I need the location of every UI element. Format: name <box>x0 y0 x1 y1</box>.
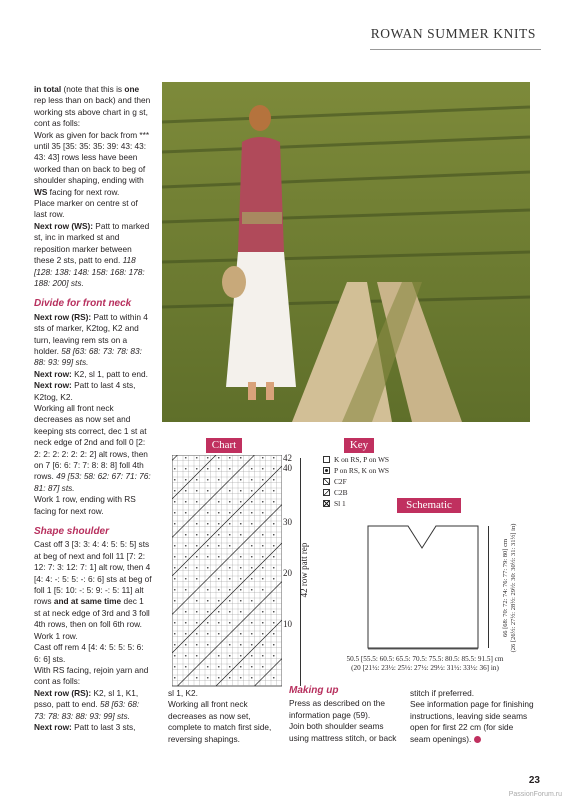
purl-stitch-mark <box>229 567 231 569</box>
paragraph: Cast off rem 4 [4: 4: 5: 5: 5: 6: 6: 6] sts. <box>34 642 144 664</box>
purl-stitch-mark <box>273 633 275 635</box>
purl-stitch-mark <box>240 666 242 668</box>
purl-stitch-mark <box>240 633 242 635</box>
purl-stitch-mark <box>196 611 198 613</box>
end-bullet-icon <box>474 736 481 743</box>
purl-stitch-mark <box>229 512 231 514</box>
purl-stitch-mark <box>251 501 253 503</box>
purl-stitch-mark <box>185 567 187 569</box>
key-item: Sl 1 <box>323 498 423 509</box>
purl-stitch-mark <box>273 545 275 547</box>
paragraph: Next row: Patt to last 3 sts, <box>34 721 136 732</box>
purl-stitch-mark <box>251 490 253 492</box>
vineyard-photo-illustration <box>162 82 530 422</box>
purl-stitch-mark <box>262 534 264 536</box>
model-photo <box>162 82 530 422</box>
schematic-width-label: 50.5 [55.5: 60.5: 65.5: 70.5: 75.5: 80.5: 85.5: 91.5] cm (20 [21½: 23½: 25½: 27½: 29½: 31½: 33½: 36] in) <box>346 655 504 672</box>
purl-stitch-mark <box>229 589 231 591</box>
purl-stitch-mark <box>251 479 253 481</box>
purl-stitch-mark <box>240 600 242 602</box>
purl-stitch-mark <box>251 589 253 591</box>
purl-stitch-mark <box>229 534 231 536</box>
purl-stitch-mark <box>185 644 187 646</box>
purl-stitch-mark <box>185 666 187 668</box>
schematic-drawing <box>358 516 488 659</box>
purl-stitch-mark <box>207 490 209 492</box>
key-item: C2F <box>323 476 423 487</box>
purl-stitch-mark <box>174 633 176 635</box>
purl-stitch-mark <box>196 501 198 503</box>
purl-stitch-mark <box>207 545 209 547</box>
purl-stitch-mark <box>207 600 209 602</box>
slip-stitch-icon <box>323 500 330 507</box>
purl-stitch-mark <box>218 523 220 525</box>
purl-stitch-mark <box>174 556 176 558</box>
purl-stitch-mark <box>207 611 209 613</box>
purl-stitch-mark <box>174 567 176 569</box>
purl-stitch-mark <box>262 622 264 624</box>
garment-outline <box>358 516 488 654</box>
purl-stitch-mark <box>185 457 187 459</box>
schematic-length-label: 66 [68: 70: 72: 74: 76: 77: 79: 80] cm (26 [26½: 27½: 28½: 29½: 30: 30½: 31: 31½] in) <box>502 523 517 653</box>
purl-stitch-mark <box>251 622 253 624</box>
purl-stitch-mark <box>262 611 264 613</box>
purl-stitch-mark <box>273 556 275 558</box>
paragraph: Next row (WS): Patt to marked st, inc in marked st and reposition marker between these 2 sts, patt to end. 118 [128: 138: 148: 158: 168: 178: 188: 200] sts. <box>34 220 150 288</box>
purl-stitch-mark <box>174 622 176 624</box>
purl-stitch-mark <box>185 578 187 580</box>
purl-stitch-mark <box>262 655 264 657</box>
purl-stitch-mark <box>196 578 198 580</box>
purl-stitch-mark <box>251 567 253 569</box>
purl-stitch-mark <box>207 512 209 514</box>
section-heading-divide-front-neck: Divide for front neck <box>34 298 132 310</box>
section-heading-making-up: Making up <box>289 685 339 696</box>
schematic-label: Schematic <box>397 498 461 513</box>
purl-stitch-mark <box>207 457 209 459</box>
purl-stitch-mark <box>251 677 253 679</box>
purl-stitch-mark <box>262 633 264 635</box>
paragraph: stitch if preferred. <box>410 688 475 698</box>
purl-stitch-mark <box>218 479 220 481</box>
purl-stitch-mark <box>229 600 231 602</box>
purl-stitch-mark <box>207 633 209 635</box>
purl-stitch-mark <box>229 666 231 668</box>
paragraph: Next row (RS): K2, sl 1, K1, psso, patt to end. 58 [63: 68: 73: 78: 83: 88: 93: 99] sts. <box>34 687 140 721</box>
purl-stitch-mark <box>218 457 220 459</box>
purl-stitch-mark <box>185 534 187 536</box>
purl-stitch-mark <box>196 567 198 569</box>
cable-back-icon <box>323 489 330 496</box>
purl-stitch-mark <box>273 534 275 536</box>
purl-stitch-mark <box>251 578 253 580</box>
purl-stitch-mark <box>218 556 220 558</box>
section-heading-shape-shoulder: Shape shoulder <box>34 526 110 538</box>
purl-stitch-mark <box>174 545 176 547</box>
purl-stitch-mark <box>218 534 220 536</box>
purl-stitch-mark <box>218 655 220 657</box>
purl-stitch-mark <box>229 655 231 657</box>
purl-stitch-mark <box>251 512 253 514</box>
purl-stitch-mark <box>185 545 187 547</box>
purl-stitch-mark <box>262 644 264 646</box>
purl-stitch-mark <box>273 567 275 569</box>
paragraph: sl 1, K2. <box>168 688 198 698</box>
purl-stitch-mark <box>185 611 187 613</box>
purl-stitch-mark <box>273 622 275 624</box>
purl-stitch-mark <box>262 589 264 591</box>
purl-stitch-mark <box>229 490 231 492</box>
purl-stitch-mark <box>240 644 242 646</box>
purl-stitch-mark <box>218 501 220 503</box>
purl-stitch-mark <box>273 479 275 481</box>
purl-stitch-mark <box>196 457 198 459</box>
purl-stitch-mark <box>207 523 209 525</box>
watermark: PassionForum.ru <box>508 791 562 798</box>
paragraph: With RS facing, rejoin yarn and cont as folls: <box>34 664 149 687</box>
purl-stitch-mark <box>240 677 242 679</box>
purl-stitch-mark <box>185 501 187 503</box>
purl-stitch-mark <box>196 468 198 470</box>
chart-row-label-42: 42 <box>283 453 292 463</box>
purl-stitch-mark <box>240 556 242 558</box>
paragraph: Next row (RS): Patt to within 4 sts of marker, K2tog, K2 and turn, leaving rem sts on a holder. 58 [63: 68: 73: 78: 83: 88: 93: 99] sts. <box>34 311 148 368</box>
purl-stitch-mark <box>196 655 198 657</box>
purl-stitch-mark <box>262 556 264 558</box>
purl-stitch-mark <box>185 633 187 635</box>
purl-stitch-mark <box>207 567 209 569</box>
purl-stitch-mark <box>185 622 187 624</box>
purl-stitch-mark <box>251 600 253 602</box>
paragraph: in total (note that this is one rep less than on back) and then working sts above chart in g st, cont as folls: <box>34 84 151 129</box>
key-item: P on RS, K on WS <box>323 465 423 476</box>
purl-stitch-mark <box>196 677 198 679</box>
purl-stitch-mark <box>240 479 242 481</box>
empty-square-icon <box>323 456 330 463</box>
purl-stitch-mark <box>207 677 209 679</box>
chart-row-label-10: 10 <box>283 619 292 629</box>
purl-stitch-mark <box>196 600 198 602</box>
purl-stitch-mark <box>174 578 176 580</box>
running-header: ROWAN SUMMER KNITS <box>370 26 536 41</box>
purl-stitch-mark <box>229 677 231 679</box>
cable-front-icon <box>323 478 330 485</box>
purl-stitch-mark <box>207 479 209 481</box>
purl-stitch-mark <box>218 589 220 591</box>
purl-stitch-mark <box>229 468 231 470</box>
purl-stitch-mark <box>262 545 264 547</box>
column-3 <box>289 685 399 744</box>
purl-stitch-mark <box>229 622 231 624</box>
purl-stitch-mark <box>229 457 231 459</box>
purl-stitch-mark <box>218 622 220 624</box>
purl-stitch-mark <box>174 468 176 470</box>
chart-label: Chart <box>206 438 242 453</box>
purl-stitch-mark <box>196 545 198 547</box>
paragraph: Next row: K2, sl 1, patt to end. <box>34 368 148 379</box>
purl-stitch-mark <box>251 633 253 635</box>
purl-stitch-mark <box>240 501 242 503</box>
purl-stitch-mark <box>251 644 253 646</box>
purl-stitch-mark <box>218 633 220 635</box>
paragraph: Cast off 3 [3: 3: 4: 4: 5: 5: 5] sts at beg of next and foll 11 [7: 2: 12: 7: 3: 12: 7: 1] alt row, then 4 [4: 4: -: 5: 5: -: 6: 6] sts at beg of foll 1 [5: 10: -: 5: 9: -: 5: 11] alt rows and at same time dec 1 st at neck edge of 3rd and 3 foll 4th rows, then on foll 6th row. <box>34 539 152 630</box>
purl-stitch-mark <box>196 534 198 536</box>
paragraph: Place marker on centre st of last row. <box>34 198 138 220</box>
purl-stitch-mark <box>185 512 187 514</box>
paragraph: Working all front neck decreases as now set and keeping sts correct, dec 1 st at neck edge of 2nd and foll 0 [2: 2: 2: 2: 2: 2: 2: 2] alt rows, then on 7 [6: 6: 7: 7: 8: 8: 8] foll 4th rows. 49 [53: 58: 62: 67: 71: 76: 81: 87] sts. <box>34 402 151 493</box>
purl-stitch-mark <box>174 490 176 492</box>
purl-stitch-mark <box>218 611 220 613</box>
key-item: K on RS, P on WS <box>323 454 423 465</box>
purl-stitch-mark <box>218 468 220 470</box>
purl-stitch-mark <box>218 600 220 602</box>
chart-row-label-40: 40 <box>283 463 292 473</box>
purl-stitch-mark <box>207 622 209 624</box>
purl-stitch-mark <box>174 644 176 646</box>
paragraph: Work as given for back from *** until 35 [35: 35: 35: 39: 43: 43: 43: 43] rows less have been worked than on back to beg of shoulder shaping, ending with WS facing for next row. <box>34 129 150 197</box>
purl-stitch-mark <box>229 644 231 646</box>
purl-stitch-mark <box>262 512 264 514</box>
purl-stitch-mark <box>218 666 220 668</box>
paragraph: Working all front neck decreases as now set, complete to match first side, reversing shapings. <box>168 699 272 744</box>
paragraph: Work 1 row. <box>34 630 78 641</box>
purl-stitch-mark <box>196 622 198 624</box>
purl-stitch-mark <box>273 490 275 492</box>
purl-stitch-mark <box>240 512 242 514</box>
purl-stitch-mark <box>262 457 264 459</box>
purl-stitch-mark <box>240 523 242 525</box>
purl-stitch-mark <box>262 666 264 668</box>
purl-stitch-mark <box>273 600 275 602</box>
purl-stitch-mark <box>240 611 242 613</box>
purl-stitch-mark <box>218 578 220 580</box>
purl-stitch-mark <box>196 479 198 481</box>
dot-square-icon <box>323 467 330 474</box>
purl-stitch-mark <box>229 501 231 503</box>
purl-stitch-mark <box>185 556 187 558</box>
purl-stitch-mark <box>262 567 264 569</box>
key-item: C2B <box>323 487 423 498</box>
purl-stitch-mark <box>207 468 209 470</box>
header-rule <box>370 49 541 50</box>
purl-stitch-mark <box>240 589 242 591</box>
paragraph: Work 1 row, ending with RS facing for next row. <box>34 494 136 516</box>
purl-stitch-mark <box>240 457 242 459</box>
purl-stitch-mark <box>229 545 231 547</box>
purl-stitch-mark <box>273 501 275 503</box>
purl-stitch-mark <box>251 468 253 470</box>
purl-stitch-mark <box>240 567 242 569</box>
page-number: 23 <box>528 775 540 786</box>
column-2 <box>168 688 276 745</box>
purl-stitch-mark <box>174 501 176 503</box>
chart-row-label-30: 30 <box>283 517 292 527</box>
left-column <box>34 84 152 733</box>
purl-stitch-mark <box>229 523 231 525</box>
column-4 <box>410 688 535 745</box>
purl-stitch-mark <box>174 479 176 481</box>
purl-stitch-mark <box>174 523 176 525</box>
purl-stitch-mark <box>229 578 231 580</box>
purl-stitch-mark <box>251 523 253 525</box>
purl-stitch-mark <box>273 468 275 470</box>
purl-stitch-mark <box>207 534 209 536</box>
purl-stitch-mark <box>196 523 198 525</box>
purl-stitch-mark <box>273 578 275 580</box>
key-label: Key <box>344 438 374 453</box>
purl-stitch-mark <box>185 655 187 657</box>
purl-stitch-mark <box>174 655 176 657</box>
purl-stitch-mark <box>251 556 253 558</box>
purl-stitch-mark <box>218 545 220 547</box>
purl-stitch-mark <box>207 589 209 591</box>
paragraph: Next row: Patt to last 4 sts, K2tog, K2. <box>34 380 136 402</box>
purl-stitch-mark <box>196 490 198 492</box>
chart-row-label-20: 20 <box>283 568 292 578</box>
purl-stitch-mark <box>196 633 198 635</box>
purl-stitch-mark <box>240 490 242 492</box>
purl-stitch-mark <box>207 556 209 558</box>
stitch-chart-grid <box>172 455 282 689</box>
purl-stitch-mark <box>262 490 264 492</box>
purl-stitch-mark <box>240 534 242 536</box>
purl-stitch-mark <box>218 677 220 679</box>
purl-stitch-mark <box>185 479 187 481</box>
purl-stitch-mark <box>251 545 253 547</box>
paragraph: Join both shoulder seams using mattress stitch, or back <box>289 721 397 743</box>
purl-stitch-mark <box>240 655 242 657</box>
purl-stitch-mark <box>273 523 275 525</box>
purl-stitch-mark <box>174 589 176 591</box>
purl-stitch-mark <box>185 589 187 591</box>
purl-stitch-mark <box>185 490 187 492</box>
paragraph: See information page for finishing instructions, leaving side seams open for first 22 cm (for side seam openings). <box>410 699 534 744</box>
purl-stitch-mark <box>262 479 264 481</box>
purl-stitch-mark <box>273 644 275 646</box>
purl-stitch-mark <box>196 644 198 646</box>
purl-stitch-mark <box>207 644 209 646</box>
purl-stitch-mark <box>229 611 231 613</box>
purl-stitch-mark <box>262 578 264 580</box>
stitch-chart <box>172 455 282 694</box>
purl-stitch-mark <box>174 512 176 514</box>
purl-stitch-mark <box>251 655 253 657</box>
purl-stitch-mark <box>262 501 264 503</box>
purl-stitch-mark <box>207 666 209 668</box>
purl-stitch-mark <box>273 457 275 459</box>
purl-stitch-mark <box>196 556 198 558</box>
purl-stitch-mark <box>273 611 275 613</box>
purl-stitch-mark <box>174 600 176 602</box>
purl-stitch-mark <box>185 468 187 470</box>
purl-stitch-mark <box>251 666 253 668</box>
purl-stitch-mark <box>273 677 275 679</box>
purl-stitch-mark <box>174 677 176 679</box>
purl-stitch-mark <box>262 468 264 470</box>
schematic-height-line <box>488 526 489 648</box>
purl-stitch-mark <box>273 655 275 657</box>
chart-repeat-label: 42 row patt rep <box>299 542 309 598</box>
purl-stitch-mark <box>218 512 220 514</box>
purl-stitch-mark <box>174 666 176 668</box>
paragraph: Press as described on the information page (59). <box>289 698 385 720</box>
purl-stitch-mark <box>240 578 242 580</box>
